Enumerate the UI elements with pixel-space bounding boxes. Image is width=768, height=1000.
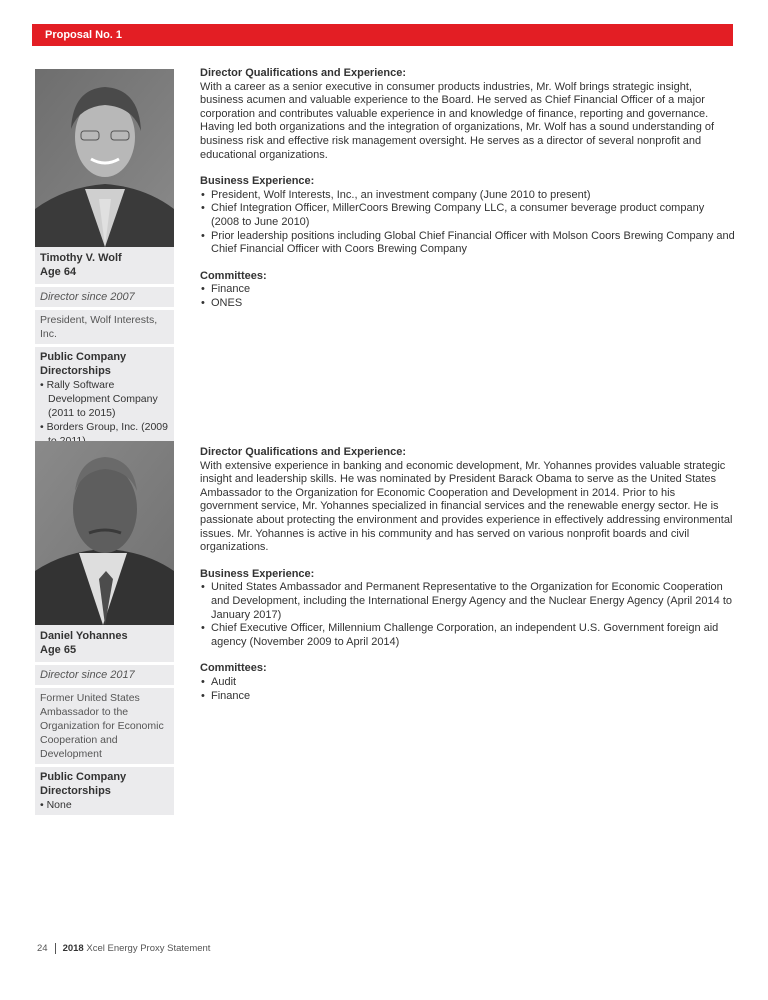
director-details xyxy=(200,446,735,716)
committee-item: • Finance xyxy=(200,690,735,704)
directorship-item: • Rally Software Development Company (2011 to 2015) xyxy=(40,379,158,419)
business-experience-item: • Prior leadership positions including Global Chief Financial Officer with Molson Coors Brewing Company and Chief Financial Officer with Coors Brewing Company xyxy=(200,230,735,257)
director-age: Age 64 xyxy=(40,266,77,278)
director-role: Former United States Ambassador to the Organization for Economic Cooperation and Development xyxy=(35,688,174,764)
director-name: Timothy V. Wolf xyxy=(40,252,122,264)
director-role: President, Wolf Interests, Inc. xyxy=(35,310,174,344)
business-experience-heading: Business Experience: xyxy=(200,175,315,188)
footer-title: Xcel Energy Proxy Statement xyxy=(86,943,211,955)
public-directorships-title: Public Company Directorships xyxy=(40,351,127,377)
section-title: Proposal No. 1 xyxy=(45,29,123,41)
director-since: Director since 2007 xyxy=(35,287,174,307)
director-photo xyxy=(35,69,174,247)
committees-heading: Committees: xyxy=(200,662,267,675)
portrait-image xyxy=(35,69,174,247)
director-sidebar xyxy=(35,625,174,818)
public-directorships-box xyxy=(35,347,174,451)
business-experience-item: • President, Wolf Interests, Inc., an investment company (June 2010 to present) xyxy=(200,189,735,203)
business-experience-item: • United States Ambassador and Permanent Representative to the Organization for Economic Cooperation and Development, including the International Energy Agency and the Nuclear Energy Agency (April 2014 to January 2017) xyxy=(200,581,735,622)
director-name-box xyxy=(35,625,174,662)
business-experience-item: • Chief Integration Officer, MillerCoors Brewing Company LLC, a consumer beverage product company (2008 to June 2010) xyxy=(200,202,735,229)
business-experience-item: • Chief Executive Officer, Millennium Challenge Corporation, an independent U.S. Government foreign aid agency (November 2009 to April 2014) xyxy=(200,622,735,649)
qualifications-heading: Director Qualifications and Experience: xyxy=(200,446,407,458)
director-name-box xyxy=(35,247,174,284)
director-age: Age 65 xyxy=(40,644,77,656)
director-details xyxy=(200,67,735,324)
committee-item: • Audit xyxy=(200,676,735,690)
director-sidebar xyxy=(35,247,174,454)
public-directorships-box xyxy=(35,767,174,815)
committees-heading: Committees: xyxy=(200,269,267,282)
qualifications-text: With extensive experience in banking and economic development, Mr. Yohannes provides valuable strategic insight and leadership skills. He was nominated by President Barack Obama to serve as the United States Ambassador to the Organization for Economic Cooperation and Development in 2014. Prior to his government service, Mr. Yohannes specialized in financial services and the renewable energy sector. He is passionate about protecting the environment and provides experience in effectively addressing environmental issues. Mr. Yohannes is active in his community and has served on various nonprofit boards and civil organizations. xyxy=(200,459,733,554)
director-photo xyxy=(35,441,174,625)
director-since: Director since 2017 xyxy=(35,665,174,685)
page-number: 24 xyxy=(37,943,48,955)
director-name: Daniel Yohannes xyxy=(40,630,128,642)
page-footer xyxy=(37,943,210,954)
directorship-item: • None xyxy=(40,799,72,811)
portrait-image xyxy=(35,441,174,625)
committee-item: • ONES xyxy=(200,297,735,311)
footer-year: 2018 xyxy=(62,943,84,955)
qualifications-heading: Director Qualifications and Experience: xyxy=(200,67,407,79)
public-directorships-title: Public Company Directorships xyxy=(40,771,127,797)
section-header-bar xyxy=(32,24,733,46)
footer-divider xyxy=(55,943,56,954)
business-experience-heading: Business Experience: xyxy=(200,567,315,580)
qualifications-text: With a career as a senior executive in consumer products industries, Mr. Wolf brings strategic insight, business acumen and valuable experience to the Board. He served as Chief Financial Officer of a major corporation and contributes valuable experience in and knowledge of finance, reporting and governance. Having led both organizations and the integration of organizations, Mr. Wolf has a sound understanding of business risk and effective risk management oversight. He serves as a director of several nonprofit and educational organizations. xyxy=(200,80,715,161)
committee-item: • Finance xyxy=(200,283,735,297)
directorship-item: • Borders Group, Inc. (2009 xyxy=(40,421,168,433)
